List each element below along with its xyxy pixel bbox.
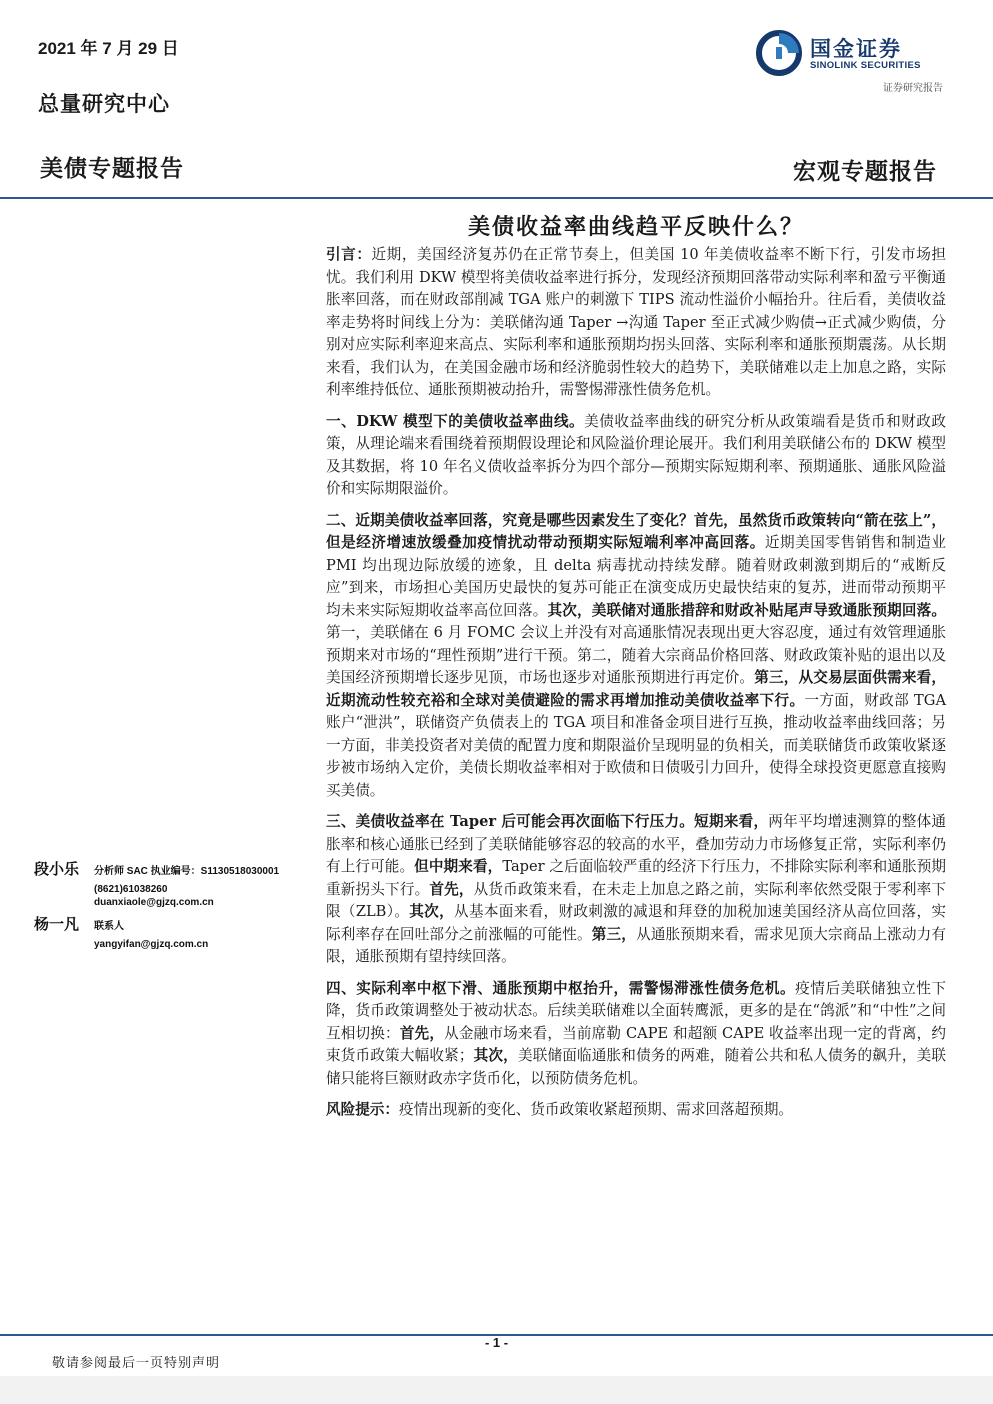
sections-container [326,411,946,1091]
logo-name-en: SINOLINK SECURITIES [810,60,921,71]
section-text: 近期美国零售销售和制造业 PMI 均出现边际放缓的迹象，且 delta 病毒扰动持续发酵。随着财政刺激到期后的“戒断反应”到来，市场担心美国历史最快的复苏可能正在演变成历史最快结束的复苏，进而带动预期平均未来实际短期收益率高位回落。 [326,534,946,619]
section-text: 第一，美联储在 6 月 FOMC 会议上并没有对高通胀情况表现出更大容忍度，通过有效管理通胀预期来对市场的“理性预期”进行干预。第二，随着大宗商品价格回落、财政政策补贴的退出以及美国经济预期增长逐步见顶，市场也逐步对通胀预期进行再定价。 [326,624,946,686]
section-text: 从货币政策来看，在未走上加息之路之前，实际利率依然受限于零利率下限（ZLB）。 [326,880,946,920]
author-phone: (8621)61038260 [94,884,168,895]
report-body [326,244,946,1131]
author-entry [34,858,314,909]
section-emphasis: 其次，美联储对通胀措辞和财政补贴尾声导致通胀预期回落。 [547,601,946,619]
risk-text: 疫情出现新的变化、货币政策收紧超预期、需求回落超预期。 [398,1101,794,1118]
section-text: 两年平均增速测算的整体通胀率和核心通胀已经到了美联储能够容忍的较高的水平，叠加劳动力市场修复正常，实际利率仍有上行可能。 [326,813,946,875]
report-date: 2021 年 7 月 29 日 [38,39,179,58]
author-email[interactable]: yangyifan@gjzq.com.cn [94,939,209,950]
section-emphasis: 第三，从交易层面供需来看，近期流动性较充裕和全球对美债避险的需求再增加推动美债收益率下行。 [326,669,946,709]
page-bottom-band [0,1376,993,1404]
author-name: 杨一凡 [34,915,80,933]
section-emphasis: 一、DKW 模型下的美债收益率曲线。 [326,412,585,430]
author-name: 段小乐 [34,860,80,878]
section-paragraph [326,978,946,1091]
intro-text: 近期，美国经济复苏仍在正常节奏上，但美国 10 年美债收益率不断下行，引发市场担忧。我们利用 DKW 模型将美债收益率进行拆分，发现经济预期回落带动实际利率和盈亏平衡通胀率回落，而在财政部削减 TGA 账户的刺激下 TIPS 流动性溢价小幅抬升。往后看，美债收益率走势将时间线上分为：美联储沟通 Taper →沟通 Taper 至正式减少购债→正式减少购债，分别对应实际利率迎来高点、实际利率和通胀预期均拐头回落、实际利率和通胀预期震荡。从长期来看，我们认为，在美国金融市场和经济脆弱性较大的趋势下，美联储难以走上加息之路，实际利率维持低位、通胀预期被动抬升，需警惕滞涨性债务危机。 [326,246,946,398]
section-emphasis: 其次， [473,1047,518,1064]
page-number: - 1 - [484,1335,509,1350]
section-paragraph [326,510,946,803]
section-emphasis: 首先， [399,1024,445,1042]
header-divider [0,197,993,199]
risk-lead: 风险提示： [326,1101,399,1118]
logo-name-cn: 国金证券 [810,37,902,61]
author-role: 分析师 SAC 执业编号：S1130518030001 [94,866,280,877]
intro-paragraph [326,244,946,402]
section-text: 从金融市场来看，当前席勒 CAPE 和超额 CAPE 收益率出现一定的背离，约束货币政策大幅收紧； [326,1024,946,1064]
section-paragraph [326,811,946,969]
report-type-right: 宏观专题报告 [793,158,937,185]
logo-subtitle: 证券研究报告 [883,83,943,94]
section-emphasis: 第三， [591,925,637,943]
author-email[interactable]: duanxiaole@gjzq.com.cn [94,897,214,908]
research-center: 总量研究中心 [38,91,170,116]
section-text: 从基本面来看，财政刺激的减退和拜登的加税加速美国经济从高位回落，实际利率存在回吐部分之前涨幅的可能性。 [326,903,946,943]
intro-lead: 引言： [326,246,372,263]
author-entry [34,913,314,951]
section-emphasis: 四、实际利率中枢下滑、通胀预期中枢抬升，需警惕滞涨性债务危机。 [326,979,796,997]
section-paragraph [326,411,946,501]
section-text: Taper 之后面临较严重的经济下行压力，不排除实际利率和通胀预期重新拐头下行。 [326,858,946,898]
company-logo [756,30,946,76]
section-text: 一方面，财政部 TGA 账户“泄洪”，联储资产负债表上的 TGA 项目和准备金项目进行互换，推动收益率曲线回落；另一方面，非美投资者对美债的配置力度和期限溢价呈现明显的负相关，而美联储货币政策收紧逐步被市场纳入定价，美债长期收益率相对于欧债和日债吸引力回升，使得全球投资更愿意直接购买美债。 [326,691,946,799]
logo-emblem-icon [756,30,802,76]
author-role: 联系人 [94,921,124,932]
section-emphasis: 其次， [409,903,455,920]
section-emphasis: 首先， [429,880,474,898]
document-title: 美债收益率曲线趋平反映什么？ [467,214,804,240]
section-text: 美联储面临通胀和债务的两难，随着公共和私人债务的飙升，美联储只能将巨额财政赤字货币化，以预防债务危机。 [326,1047,946,1087]
section-text: 美债收益率曲线的研究分析从政策端看是货币和财政政策，从理论端来看围绕着预期假设理论和风险溢价理论展开。我们利用美联储公布的 DKW 模型及其数据，将 10 年名义债收益率拆分为四个部分—预期实际短期利率、预期通胀、通胀风险溢价和实际期限溢价。 [326,412,946,497]
section-emphasis: 二、近期美债收益率回落，究竟是哪些因素发生了变化？首先，虽然货币政策转向“箭在弦上”，但是经济增速放缓叠加疫情扰动带动预期实际短端利率冲高回落。 [326,511,946,551]
author-block [34,858,314,951]
section-emphasis: 三、美债收益率在 Taper 后可能会再次面临下行压力。短期来看， [326,813,769,830]
risk-paragraph [326,1099,946,1122]
section-emphasis: 但中期来看， [414,858,503,875]
section-text: 疫情后美联储独立性下降，货币政策调整处于被动状态。后续美联储难以全面转鹰派，更多的是在“鸽派”和“中性”之间互相切换： [326,979,946,1042]
section-text: 从通胀预期来看，需求见顶大宗商品上涨动力有限，通胀预期有望持续回落。 [326,925,946,965]
disclaimer-note: 敬请参阅最后一页特别声明 [52,1356,221,1371]
report-type-left: 美债专题报告 [40,155,184,182]
